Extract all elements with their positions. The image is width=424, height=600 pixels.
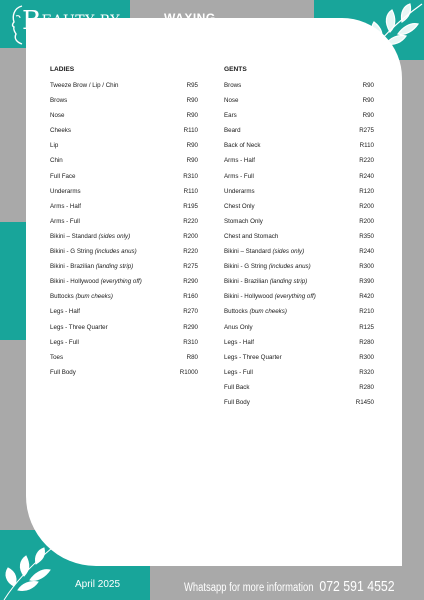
ladies-column bbox=[50, 66, 198, 383]
price-row bbox=[224, 307, 374, 322]
price-row bbox=[50, 292, 198, 307]
service-price: R95 bbox=[186, 82, 198, 89]
price-row bbox=[224, 247, 374, 262]
side-band-right bbox=[402, 310, 424, 440]
price-row bbox=[224, 232, 374, 247]
price-row bbox=[224, 277, 374, 292]
service-name bbox=[224, 187, 255, 196]
service-name bbox=[50, 217, 80, 226]
service-label: Legs - Three Quarter bbox=[50, 323, 108, 331]
service-label: Chest Only bbox=[224, 202, 255, 210]
service-price: R90 bbox=[186, 97, 198, 105]
service-note: (landing strip) bbox=[269, 278, 308, 286]
service-note: (landing strip) bbox=[95, 263, 134, 271]
service-price: R125 bbox=[359, 323, 374, 331]
price-row bbox=[50, 368, 198, 383]
service-price: R310 bbox=[183, 338, 198, 346]
service-price: R90 bbox=[362, 82, 374, 89]
price-row bbox=[50, 141, 198, 156]
service-price: R110 bbox=[359, 142, 374, 150]
service-price: R390 bbox=[359, 278, 374, 286]
service-price: R90 bbox=[186, 112, 198, 120]
service-label: Full Face bbox=[50, 172, 76, 180]
brand-initial: B bbox=[22, 6, 42, 36]
service-name bbox=[50, 353, 63, 362]
service-label: Bikini - Hollywood bbox=[50, 278, 101, 286]
service-note: (includes anus) bbox=[268, 263, 311, 271]
service-name bbox=[224, 277, 307, 286]
service-label: Back of Neck bbox=[224, 142, 261, 150]
service-name bbox=[224, 292, 316, 301]
service-note: (includes anus) bbox=[94, 248, 137, 256]
service-price: R200 bbox=[359, 202, 374, 210]
footer-info-text: Whatsapp for more information bbox=[184, 582, 314, 594]
price-row bbox=[50, 307, 198, 322]
service-label: Bikini – Standard bbox=[224, 248, 273, 256]
service-name bbox=[50, 202, 81, 211]
price-row bbox=[224, 217, 374, 232]
service-label: Tweeze Brow / Lip / Chin bbox=[50, 82, 119, 89]
price-row bbox=[224, 126, 374, 141]
service-label: Arms - Half bbox=[50, 202, 81, 210]
service-label: Bikini - G String bbox=[50, 248, 95, 256]
price-row bbox=[224, 353, 374, 368]
service-name bbox=[50, 111, 64, 120]
service-note: (bum cheeks) bbox=[75, 293, 113, 301]
service-note: (sides only) bbox=[272, 248, 305, 256]
gents-column bbox=[224, 66, 374, 413]
service-price: R240 bbox=[359, 248, 374, 256]
service-price: R420 bbox=[359, 293, 374, 301]
ladies-heading: LADIES bbox=[50, 66, 75, 73]
service-name bbox=[50, 292, 113, 301]
service-price: R270 bbox=[183, 308, 198, 316]
service-name bbox=[50, 96, 67, 105]
service-label: Underarms bbox=[224, 187, 255, 195]
service-label: Bikini - Brazilian bbox=[50, 263, 96, 271]
price-row bbox=[224, 338, 374, 353]
service-label: Lip bbox=[50, 142, 59, 150]
service-price: R320 bbox=[359, 368, 374, 376]
service-name bbox=[50, 232, 130, 241]
service-name bbox=[224, 398, 250, 407]
service-label: Bikini – Standard bbox=[50, 232, 99, 240]
service-name bbox=[224, 156, 255, 165]
service-note: (sides only) bbox=[98, 232, 131, 240]
service-label: Arms - Half bbox=[224, 157, 255, 165]
service-name bbox=[224, 232, 278, 241]
service-price: R160 bbox=[183, 293, 198, 301]
service-price: R90 bbox=[362, 112, 374, 120]
price-row bbox=[50, 247, 198, 262]
price-row bbox=[224, 172, 374, 187]
service-note: (bum cheeks) bbox=[249, 308, 287, 316]
price-row bbox=[224, 292, 374, 307]
service-name bbox=[224, 126, 241, 135]
gents-heading: GENTS bbox=[224, 66, 247, 73]
service-price: R220 bbox=[183, 217, 198, 225]
service-note: (everything off) bbox=[100, 278, 142, 286]
service-label: Chin bbox=[50, 157, 63, 165]
service-label: Cheeks bbox=[50, 127, 71, 135]
service-price: R200 bbox=[359, 217, 374, 225]
service-label: Buttocks bbox=[50, 293, 76, 301]
service-name bbox=[50, 247, 137, 256]
price-row bbox=[224, 383, 374, 398]
brand-script: Tamz bbox=[62, 28, 102, 46]
service-price: R290 bbox=[183, 278, 198, 286]
service-label: Anus Only bbox=[224, 323, 253, 331]
brand-line: EAUTY BY bbox=[41, 13, 121, 29]
service-label: Full Back bbox=[224, 383, 250, 391]
service-label: Brows bbox=[224, 82, 242, 89]
price-row bbox=[50, 96, 198, 111]
service-price: R290 bbox=[183, 323, 198, 331]
service-label: Chest and Stomach bbox=[224, 232, 279, 240]
price-row bbox=[50, 202, 198, 217]
price-row bbox=[224, 262, 374, 277]
service-label: Nose bbox=[224, 97, 239, 105]
price-row bbox=[224, 368, 374, 383]
price-row bbox=[224, 156, 374, 171]
service-label: Bikini - Brazilian bbox=[224, 278, 270, 286]
price-row bbox=[224, 141, 374, 156]
price-row bbox=[50, 232, 198, 247]
service-label: Toes bbox=[50, 353, 64, 361]
service-label: Nose bbox=[50, 112, 65, 120]
service-label: Full Body bbox=[50, 368, 76, 376]
footer-phone: 072 591 4552 bbox=[319, 578, 395, 595]
price-row bbox=[50, 172, 198, 187]
service-name bbox=[224, 202, 255, 211]
service-name bbox=[224, 247, 304, 256]
price-row bbox=[50, 217, 198, 232]
service-label: Stomach Only bbox=[224, 217, 263, 225]
service-price: R300 bbox=[359, 353, 374, 361]
service-name bbox=[224, 111, 237, 120]
service-price: R200 bbox=[183, 232, 198, 240]
service-label: Underarms bbox=[50, 187, 81, 195]
service-label: Legs - Full bbox=[50, 338, 79, 346]
price-row bbox=[50, 111, 198, 126]
service-name bbox=[50, 338, 79, 347]
service-price: R275 bbox=[183, 263, 198, 271]
price-row bbox=[50, 353, 198, 368]
service-price: R275 bbox=[359, 127, 374, 135]
service-label: Full Body bbox=[224, 398, 250, 406]
service-name bbox=[224, 141, 260, 150]
price-row bbox=[224, 323, 374, 338]
price-row bbox=[224, 96, 374, 111]
service-price: R90 bbox=[362, 97, 374, 105]
service-price: R80 bbox=[186, 353, 198, 361]
service-name bbox=[50, 141, 58, 150]
service-price: R280 bbox=[359, 338, 374, 346]
price-row bbox=[50, 156, 198, 171]
service-name bbox=[50, 187, 81, 196]
service-name bbox=[224, 368, 253, 377]
service-name bbox=[224, 323, 253, 332]
page-title: WAXING bbox=[164, 11, 216, 25]
service-name bbox=[224, 217, 263, 226]
service-label: Brows bbox=[50, 97, 68, 105]
service-label: Bikini - G String bbox=[224, 263, 269, 271]
service-name bbox=[50, 81, 118, 90]
price-row bbox=[50, 126, 198, 141]
price-row bbox=[50, 277, 198, 292]
service-name bbox=[224, 307, 287, 316]
footer-contact bbox=[184, 578, 395, 595]
service-name bbox=[50, 277, 142, 286]
price-row bbox=[50, 187, 198, 202]
service-price: R210 bbox=[359, 308, 374, 316]
service-name bbox=[50, 172, 75, 181]
service-name bbox=[50, 262, 133, 271]
service-price: R220 bbox=[359, 157, 374, 165]
service-price: R110 bbox=[183, 127, 198, 135]
service-name bbox=[224, 81, 241, 90]
service-name bbox=[224, 96, 238, 105]
side-band-left bbox=[0, 222, 26, 340]
price-row bbox=[224, 111, 374, 126]
price-row bbox=[224, 398, 374, 413]
service-price: R300 bbox=[359, 263, 374, 271]
price-row bbox=[50, 262, 198, 277]
service-label: Arms - Full bbox=[224, 172, 254, 180]
service-name bbox=[224, 262, 311, 271]
service-name bbox=[50, 307, 80, 316]
service-price: R1450 bbox=[355, 398, 374, 406]
service-label: Legs - Full bbox=[224, 368, 253, 376]
service-label: Legs - Half bbox=[224, 338, 254, 346]
service-price: R90 bbox=[186, 157, 198, 165]
price-row bbox=[224, 187, 374, 202]
price-row bbox=[224, 81, 374, 96]
service-name bbox=[50, 368, 76, 377]
service-name bbox=[224, 353, 282, 362]
service-price: R1000 bbox=[179, 368, 198, 376]
footer-date: April 2025 bbox=[75, 579, 121, 590]
service-name bbox=[50, 323, 108, 332]
service-price: R120 bbox=[359, 187, 374, 195]
service-price: R280 bbox=[359, 383, 374, 391]
service-price: R90 bbox=[186, 142, 198, 150]
service-price: R110 bbox=[183, 187, 198, 195]
service-name bbox=[224, 172, 254, 181]
price-row bbox=[50, 323, 198, 338]
service-label: Bikini - Hollywood bbox=[224, 293, 275, 301]
service-name bbox=[50, 126, 71, 135]
service-price: R220 bbox=[183, 248, 198, 256]
service-name bbox=[224, 383, 249, 392]
service-note: (everything off) bbox=[274, 293, 316, 301]
service-label: Arms - Full bbox=[50, 217, 80, 225]
service-label: Ears bbox=[224, 112, 237, 120]
service-label: Legs - Three Quarter bbox=[224, 353, 282, 361]
price-row bbox=[50, 81, 198, 96]
service-label: Buttocks bbox=[224, 308, 250, 316]
service-label: Legs - Half bbox=[50, 308, 80, 316]
service-price: R310 bbox=[183, 172, 198, 180]
service-name bbox=[50, 156, 63, 165]
price-row bbox=[50, 338, 198, 353]
service-price: R240 bbox=[359, 172, 374, 180]
service-price: R195 bbox=[183, 202, 198, 210]
service-name bbox=[224, 338, 254, 347]
service-price: R350 bbox=[359, 232, 374, 240]
service-label: Beard bbox=[224, 127, 241, 135]
price-row bbox=[224, 202, 374, 217]
